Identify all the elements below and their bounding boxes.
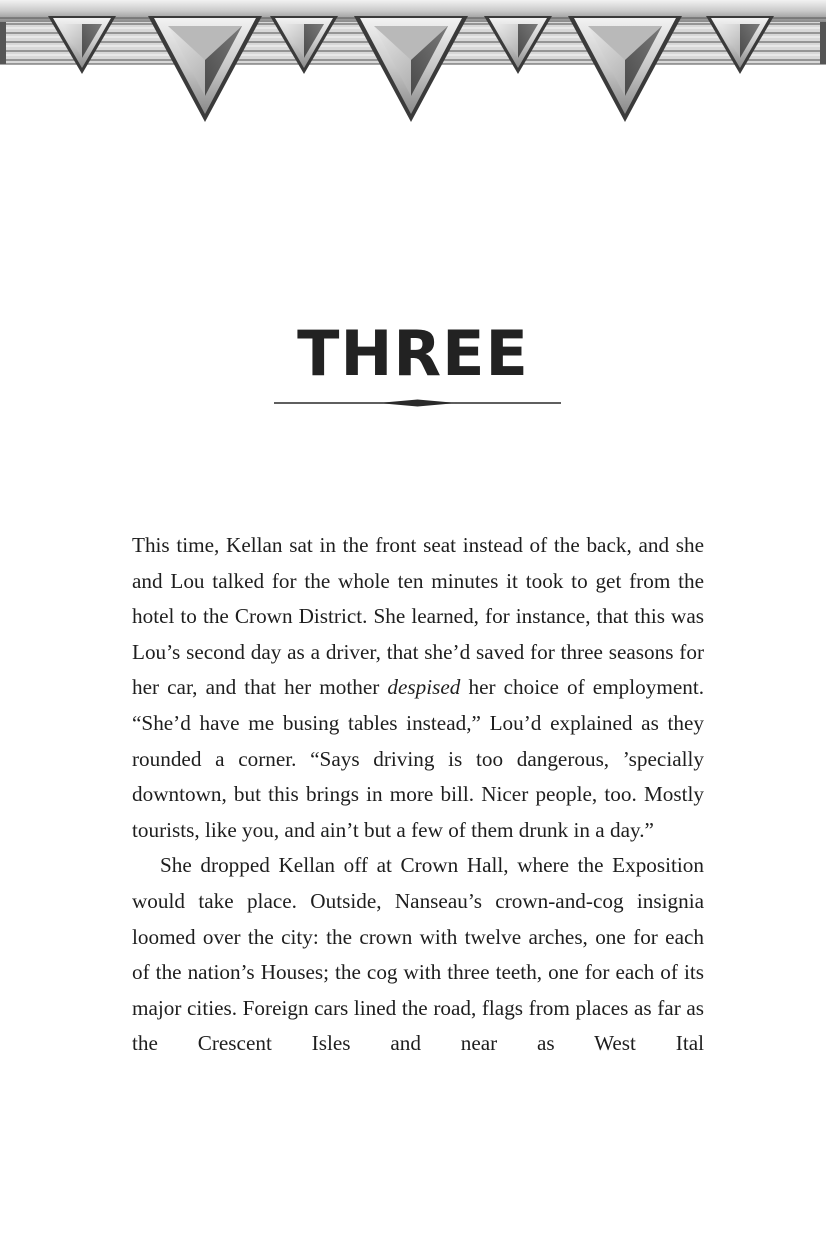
title-divider-rule: [274, 396, 561, 410]
paragraph: [132, 528, 704, 848]
emphasized-word: despised: [387, 675, 461, 700]
art-deco-border-ornament: [0, 0, 826, 125]
paragraph: She dropped Kellan off at Crown Hall, where the Exposition would take place. Outside, Nanseau’s crown-and-cog insignia loomed over the city: the crown with twelve arches, one for each of the nation’s Houses; the cog with three teeth, one for each of its major cities. Foreign cars lined the road, flags from places as far as the Crescent Isles and near as West Ital: [132, 853, 704, 1056]
paragraph-text: This time, Kellan sat in the front seat instead of the back, and she and Lou talked for the whole ten minutes it took to get from the hotel to the Crown District. She learned, for instance, that this was Lou’s second day as a driver, that she’d saved for three seasons for her car, and that her mother: [132, 533, 704, 700]
chapter-title: THREE: [297, 317, 529, 390]
large-triangle-ornament: [148, 16, 682, 122]
paragraph-text: her choice of employment. “She’d have me busing tables instead,” Lou’d explained as they rounded a corner. “Says driving is too dangerous, ’specially downtown, but this brings in more bill. Nicer people, too. Mostly tourists, like you, and ain’t but a few of them drunk in a day.”: [132, 675, 705, 842]
chapter-body-text: [132, 528, 704, 1062]
